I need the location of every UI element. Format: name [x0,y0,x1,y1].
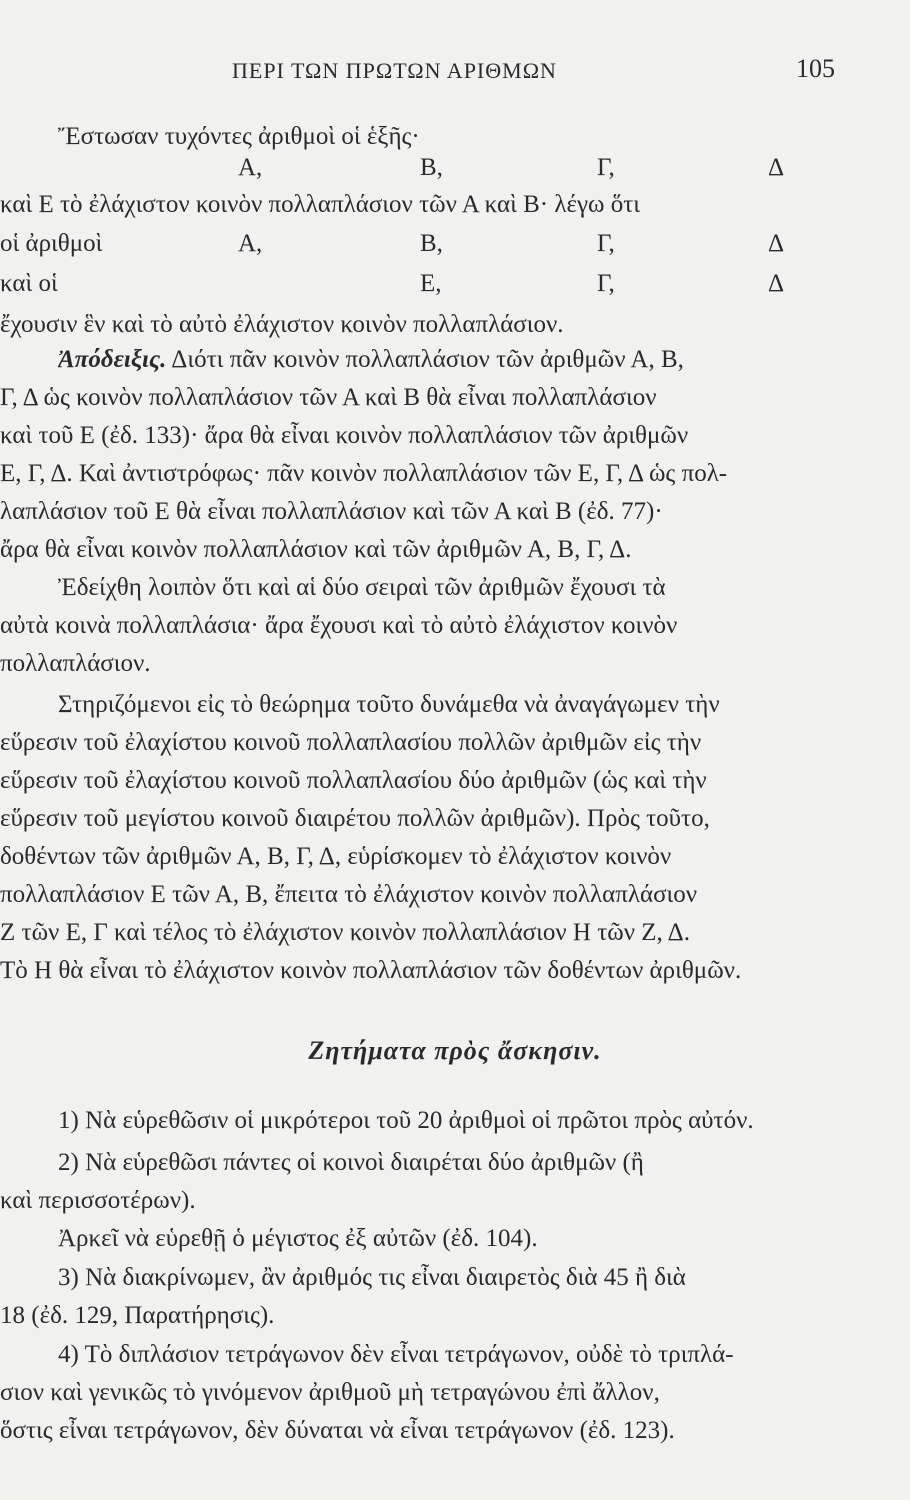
exercise-line: σιον καὶ γενικῶς τὸ γινόμενον ἀριθμοῦ μὴ τετραγώνου ἐπὶ ἄλλον, [0,1379,660,1406]
text-line: Ε, Γ, Δ. Καὶ ἀντιστρόφως· πᾶν κοινὸν πολλαπλάσιον τῶν Ε, Γ, Δ ὡς πολ- [0,460,728,487]
exercises-heading: Ζητήματα πρὸς ἄσκησιν. [308,1036,602,1065]
proof-text: Διότι πᾶν κοινὸν πολλαπλάσιον τῶν ἀριθμῶν Α, Β, [171,346,684,373]
running-title: ΠΕΡΙ ΤΩΝ ΠΡΩΤΩΝ ΑΡΙΘΜΩΝ [232,58,557,83]
letter-row-3 [0,270,850,304]
letter-row-2 [0,230,850,264]
text-line: Ἐδείχθη λοιπὸν ὅτι καὶ αἱ δύο σειραὶ τῶν ἀριθμῶν ἔχουσι τὰ [58,574,666,601]
letter-g: Γ, [597,154,615,181]
letter-d: Δ [768,270,785,297]
text-line: ἔχουσιν ἓν καὶ τὸ αὐτὸ ἐλάχιστον κοινὸν πολλαπλάσιον. [0,311,564,338]
exercise-line: καὶ περισσοτέρων). [0,1187,196,1214]
exercise-line: 2) Νὰ εὑρεθῶσι πάντες οἱ κοινοὶ διαιρέται δύο ἀριθμῶν (ἢ [58,1149,644,1176]
letter-d: Δ [768,154,785,181]
letter-b: Β, [420,230,443,257]
text-line: Τὸ Η θὰ εἶναι τὸ ἐλάχιστον κοινὸν πολλαπλάσιον τῶν δοθέντων ἀριθμῶν. [0,957,742,984]
letter-d: Δ [768,230,785,257]
text-line: λαπλάσιον τοῦ Ε θὰ εἶναι πολλαπλάσιον καὶ τῶν Α καὶ Β (ἐδ. 77)· [0,498,663,525]
exercise-line: 1) Νὰ εὑρεθῶσιν οἱ μικρότεροι τοῦ 20 ἀριθμοὶ οἱ πρῶτοι πρὸς αὐτόν. [58,1107,754,1134]
page-header [0,52,910,92]
text-line: καὶ τοῦ Ε (ἐδ. 133)· ἄρα θὰ εἶναι κοινὸν πολλαπλάσιον τῶν ἀριθμῶν [0,422,689,449]
text-line: εὕρεσιν τοῦ ἐλαχίστου κοινοῦ πολλαπλασίου πολλῶν ἀριθμῶν εἰς τὴν [0,729,702,756]
letter-a: Α, [238,154,263,181]
exercise-line: ὅστις εἶναι τετράγωνον, δὲν δύναται νὰ εἶναι τετράγωνον (ἐδ. 123). [0,1417,675,1444]
letter-e: Ε, [420,270,442,297]
text-line: Γ, Δ ὡς κοινὸν πολλαπλάσιον τῶν Α καὶ Β θὰ εἶναι πολλαπλάσιον [0,384,657,411]
letter-g: Γ, [597,270,615,297]
text-line: Ζ τῶν Ε, Γ καὶ τέλος τὸ ἐλάχιστον κοινὸν πολλαπλάσιον Η τῶν Ζ, Δ. [0,919,691,946]
text-line: ἄρα θὰ εἶναι κοινὸν πολλαπλάσιον καὶ τῶν ἀριθμῶν Α, Β, Γ, Δ. [0,536,632,563]
exercise-line: Ἀρκεῖ νὰ εὑρεθῇ ὁ μέγιστος ἐξ αὐτῶν (ἐδ. 104). [58,1225,538,1252]
exercise-line: 4) Τὸ διπλάσιον τετράγωνον δὲν εἶναι τετράγωνον, οὐδὲ τὸ τριπλά- [58,1341,734,1368]
exercise-line: 3) Νὰ διακρίνωμεν, ἂν ἀριθμός τις εἶναι διαιρετὸς διὰ 45 ἢ διὰ [58,1264,686,1291]
text-line: πολλαπλάσιον Ε τῶν Α, Β, ἔπειτα τὸ ἐλάχιστον κοινὸν πολλαπλάσιον [0,881,698,908]
text-line: καὶ Ε τὸ ἐλάχιστον κοινὸν πολλαπλάσιον τῶν Α καὶ Β· λέγω ὅτι [0,191,641,218]
letter-g: Γ, [597,230,615,257]
proof-label: Ἀπόδειξις. [58,346,167,373]
letter-b: Β, [420,154,443,181]
text-line: εὕρεσιν τοῦ ἐλαχίστου κοινοῦ πολλαπλασίου δύο ἀριθμῶν (ὡς καὶ τὴν [0,767,707,794]
letter-a: Α, [238,230,263,257]
text-line: Ἔστωσαν τυχόντες ἀριθμοὶ οἱ ἑξῆς· [58,123,420,150]
exercise-line: 18 (ἐδ. 129, Παρατήρησις). [0,1302,275,1329]
text-line: δοθέντων τῶν ἀριθμῶν Α, Β, Γ, Δ, εὑρίσκομεν τὸ ἐλάχιστον κοινὸν [0,843,672,870]
page-number: 105 [796,54,835,83]
text-line: Στηριζόμενοι εἰς τὸ θεώρημα τοῦτο δυνάμεθα νὰ ἀναγάγωμεν τὴν [58,691,720,718]
text-line: αὐτὰ κοινὰ πολλαπλάσια· ἄρα ἔχουσι καὶ τὸ αὐτὸ ἐλάχιστον κοινὸν [0,612,678,639]
text-line: πολλαπλάσιον. [0,650,151,677]
text-line: εὕρεσιν τοῦ μεγίστου κοινοῦ διαιρέτου πολλῶν ἀριθμῶν). Πρὸς τοῦτο, [0,805,710,832]
row-label: οἱ ἀριθμοὶ [0,230,103,257]
text-line [58,343,908,377]
letter-row-1 [0,154,850,188]
row-label: καὶ οἱ [0,270,58,297]
